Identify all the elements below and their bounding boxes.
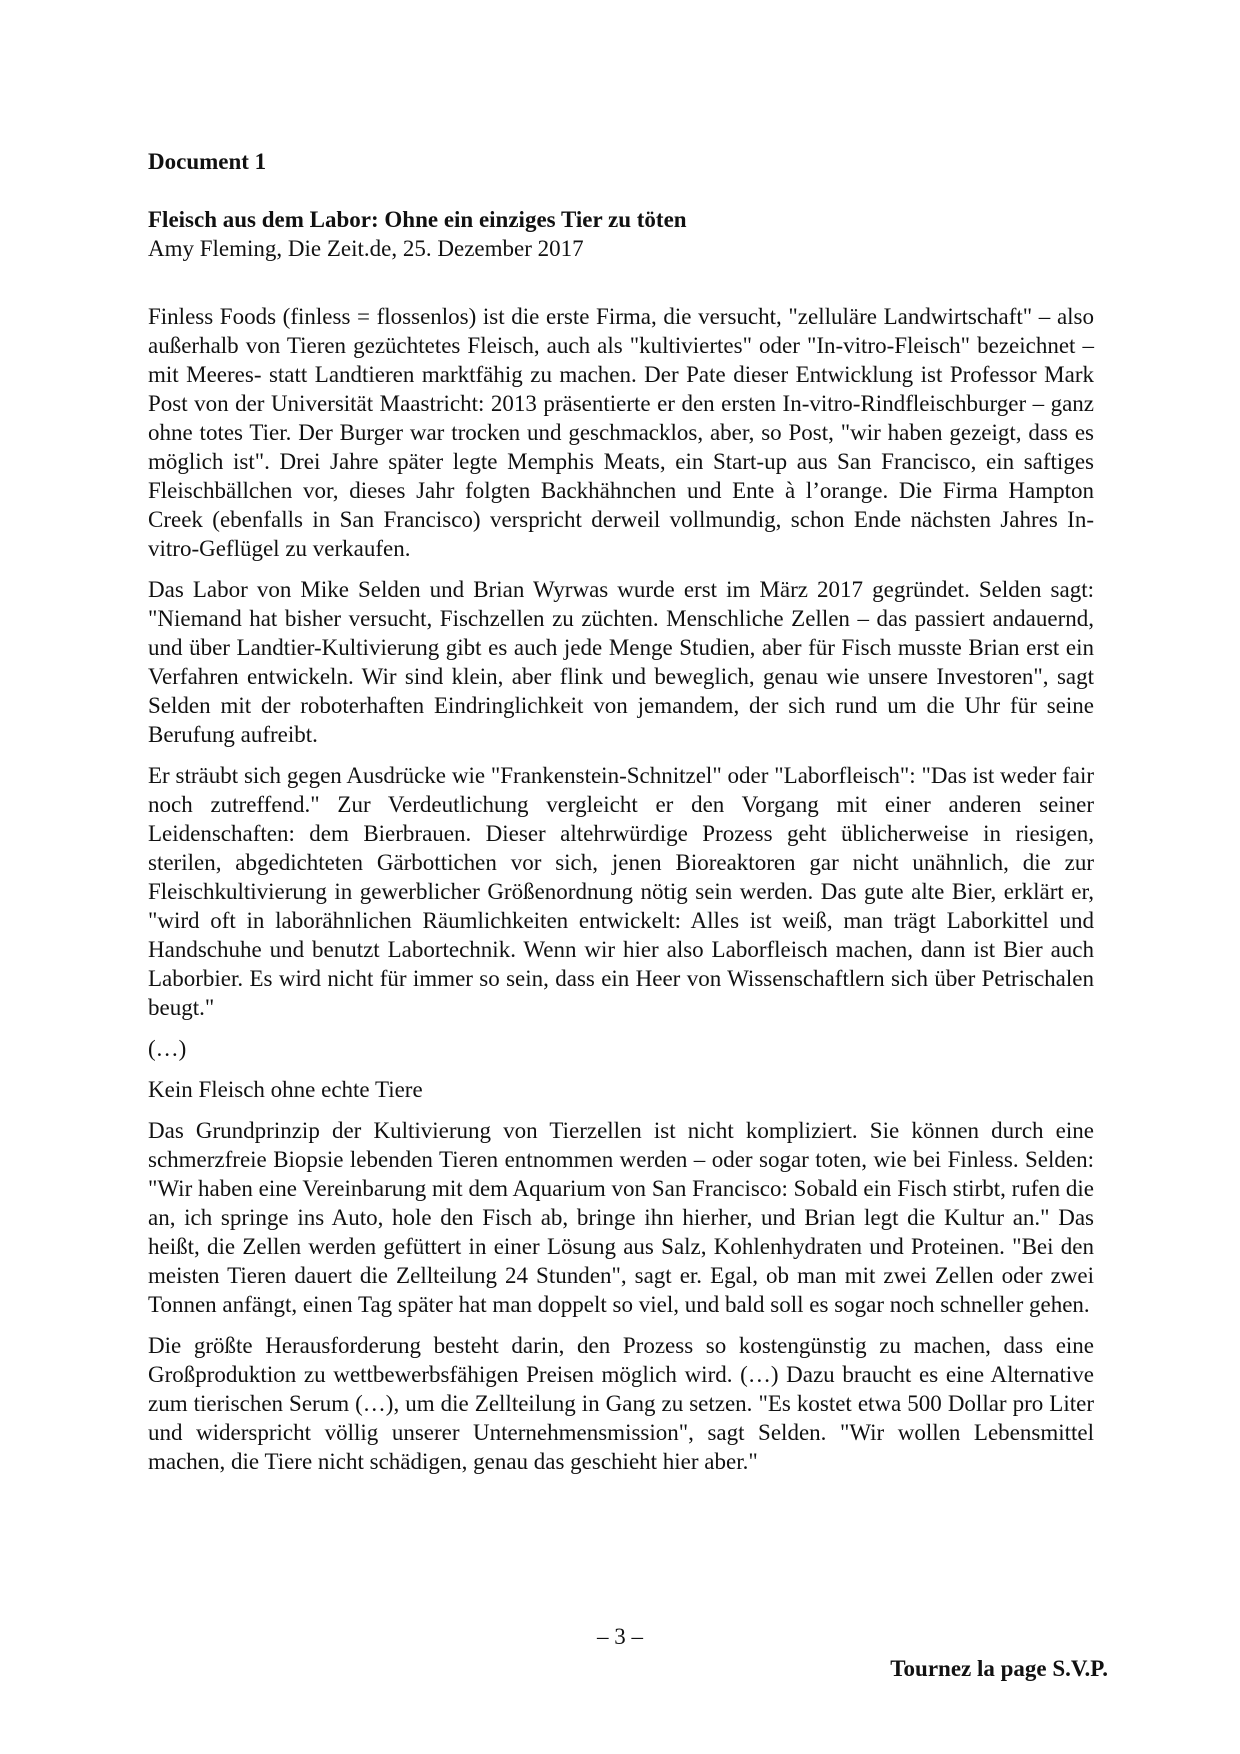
section-subheading: Kein Fleisch ohne echte Tiere [148, 1077, 423, 1102]
paragraph-3: Er sträubt sich gegen Ausdrücke wie "Frankenstein-Schnitzel" oder "Laborfleisch": "Das ist weder fair noch zutreffend." Zur Verdeutlichung vergleicht er den Vorgang mit einer anderen seiner Leidenschaften: dem Bierbrauen. Dieser altehrwürdige Prozess geht üblicherweise in riesigen, sterilen, abgedichteten Gärbottichen vor sich, jenen Bioreaktoren gar nicht unähnlich, die zur Fleischkultivierung in gewerblicher Größenordnung nötig sein werden. Das gute alte Bier, erklärt er, "wird oft in laborähnlichen Räumlichkeiten entwickelt: Alles ist weiß, man trägt Laborkittel und Handschuhe und benutzt Labortechnik. Wenn wir hier also Laborfleisch machen, dann ist Bier auch Laborbier. Es wird nicht für immer so sein, dass ein Heer von Wissenschaftlern sich über Petrischalen beugt." [148, 763, 1094, 1020]
article-body [148, 302, 1094, 1488]
paragraph-5: Die größte Herausforderung besteht darin, den Prozess so kostengünstig zu machen, dass eine Großproduktion zu wettbewerbsfähigen Preisen möglich wird. (…) Dazu braucht es eine Alternative zum tierischen Serum (…), um die Zellteilung in Gang zu setzen. "Es kostet etwa 500 Dollar pro Liter und widerspricht völlig unserer Unternehmensmission", sagt Selden. "Wir wollen Lebensmittel machen, die Tiere nicht schädigen, genau das geschieht hier aber." [148, 1333, 1094, 1474]
paragraph-2: Das Labor von Mike Selden und Brian Wyrwas wurde erst im März 2017 gegründet. Selden sagt: "Niemand hat bisher versucht, Fischzellen zu züchten. Menschliche Zellen – das passiert andauernd, und über Landtier-Kultivierung gibt es auch jede Menge Studien, aber für Fisch musste Brian erst ein Verfahren entwickeln. Wir sind klein, aber flink und beweglich, genau wie unsere Investoren", sagt Selden mit der roboterhaften Eindringlichkeit von jemandem, der sich rund um die Uhr für seine Berufung aufreibt. [148, 577, 1094, 747]
paragraph-4: Das Grundprinzip der Kultivierung von Tierzellen ist nicht kompliziert. Sie können durch eine schmerzfreie Biopsie lebenden Tieren entnommen werden – oder sogar toten, wie bei Finless. Selden: "Wir haben eine Vereinbarung mit dem Aquarium von San Francisco: Sobald ein Fisch stirbt, rufen die an, ich springe ins Auto, hole den Fisch ab, bringe ihn hierher, und Brian legt die Kultur an." Das heißt, die Zellen werden gefüttert in einer Lösung aus Salz, Kohlenhydraten und Proteinen. "Bei den meisten Tieren dauert die Zellteilung 24 Stunden", sagt er. Egal, ob man mit zwei Zellen oder zwei Tonnen anfängt, einen Tag später hat man doppelt so viel, und bald soll es sogar noch schneller gehen. [148, 1118, 1094, 1317]
article-title: Fleisch aus dem Labor: Ohne ein einziges Tier zu töten [148, 207, 687, 232]
ellipsis-marker: (…) [148, 1036, 187, 1061]
turn-page-note: Tournez la page S.V.P. [890, 1656, 1108, 1681]
paragraph-1: Finless Foods (finless = flossenlos) ist die erste Firma, die versucht, "zelluläre Landwirtschaft" – also außerhalb von Tieren gezüchtetes Fleisch, auch als "kultiviertes" oder "In-vitro-Fleisch" bezeichnet – mit Meeres- statt Landtieren marktfähig zu machen. Der Pate dieser Entwicklung ist Professor Mark Post von der Universität Maastricht: 2013 präsentierte er den ersten In-vitro-Rindfleischburger – ganz ohne totes Tier. Der Burger war trocken und geschmacklos, aber, so Post, "wir haben gezeigt, dass es möglich ist". Drei Jahre später legte Memphis Meats, ein Start-up aus San Francisco, ein saftiges Fleischbällchen vor, dieses Jahr folgten Backhähnchen und Ente à l’orange. Die Firma Hampton Creek (ebenfalls in San Francisco) verspricht derweil vollmundig, schon Ende nächsten Jahres In-vitro-Geflügel zu verkaufen. [148, 304, 1094, 561]
document-label: Document 1 [148, 149, 267, 174]
article-byline: Amy Fleming, Die Zeit.de, 25. Dezember 2017 [148, 236, 584, 261]
page-number: – 3 – [597, 1624, 643, 1649]
